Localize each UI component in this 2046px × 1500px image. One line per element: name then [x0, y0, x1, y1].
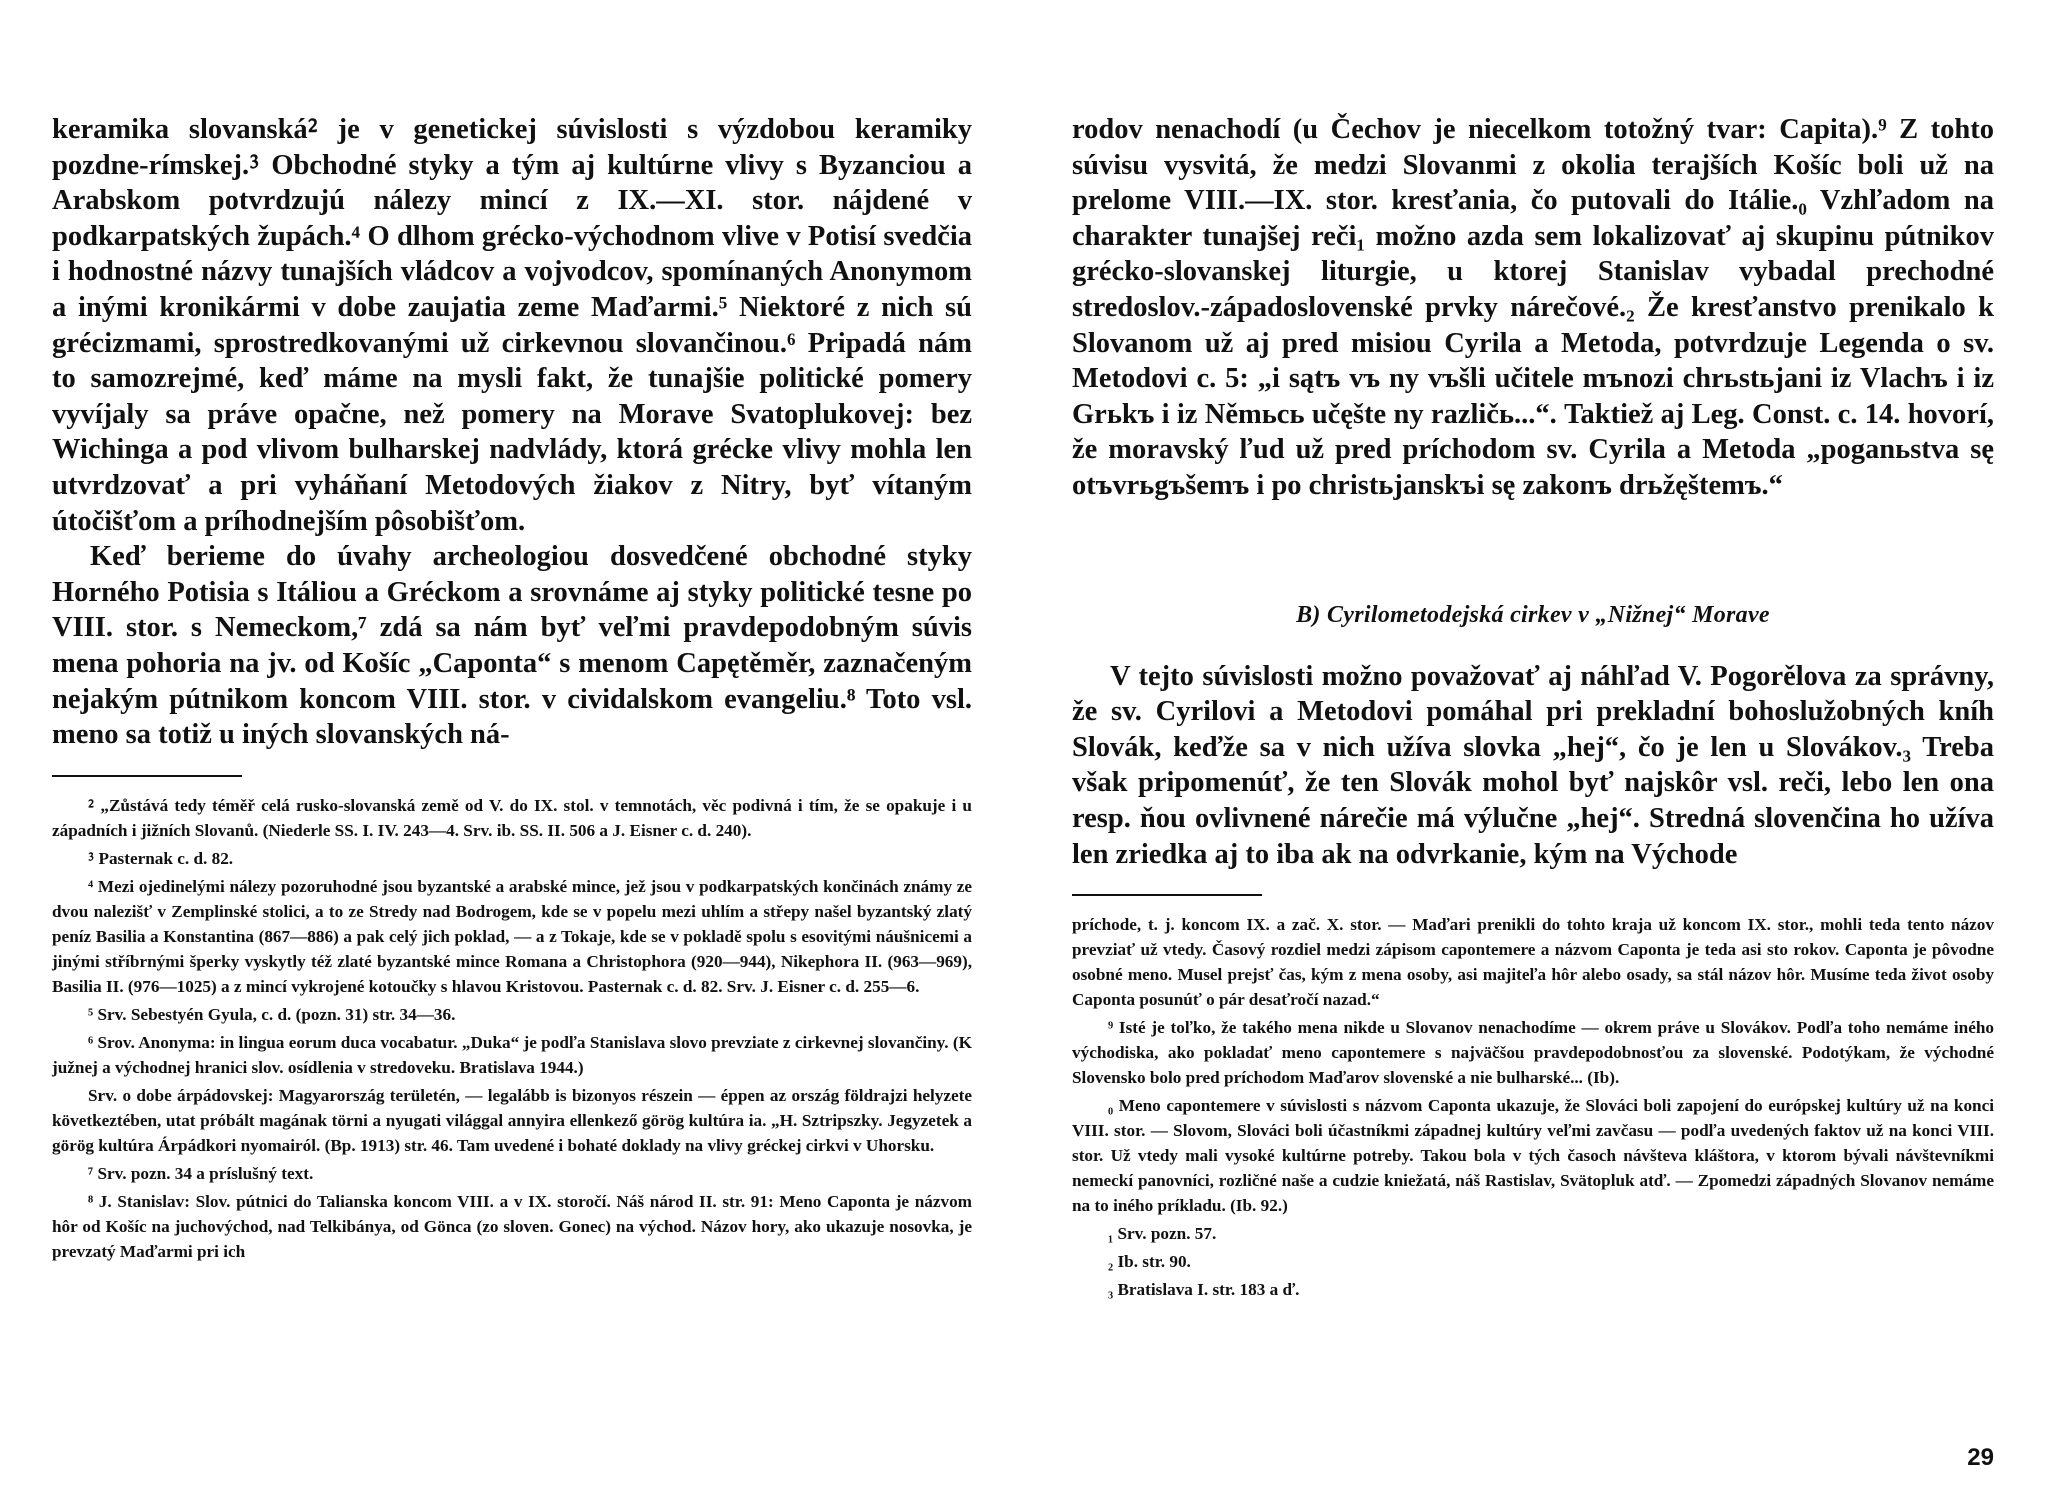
left-footnotes — [52, 793, 972, 1264]
right-section-paragraph-1: V tejto súvislosti možno považovať aj náhľad V. Pogorělova za správny, že sv. Cyrilovi a Metodovi pomáhal pri prekladní bohoslužobných kníh Slovák, keďže sa v nich užíva slovka „hej“, čo je len u Slovákov.₃ Treba však pripomenúť, že ten Slovák mohol byť najskôr vsl. reči, lebo len ona resp. ňou ovlivnené nárečie má výlučne „hej“. Stredná slovenčina ho užíva len zriedka aj to iba ak na odvrkanie, kým na Východe — [1072, 660, 1994, 870]
footnote-78: ⁸ J. Stanislav: Slov. pútnici do Talianska koncom VIII. a v IX. storočí. Náš národ II. str. 91: Meno Caponta je názvom hôr od Košíc na juchovýchod, nad Telkibánya, od Gönca (zo sloven. Gonec) na východ. Názov hory, ako ukazuje nosovka, je prevzatý Maďarmi pri ich — [52, 1191, 972, 1261]
section-heading: B) Cyrilometodejská cirkev v „Nižnej“ Morave — [1296, 601, 1770, 628]
right-footnote-rule — [1072, 894, 1262, 896]
right-paragraph-1: rodov nenachodí (u Čechov je niecelkom totožný tvar: Capita).⁹ Z tohto súvisu vysvitá, že medzi Slovanmi z okolia terajších Košíc boli už na prelome VIII.—IX. stor. kresťania, čo putovali do Itálie.₀ Vzhľadom na charakter tunajšej reči₁ možno azda sem lokalizovať aj skupinu pútnikov grécko-slovanskej liturgie, u ktorej Stanislav vybadal prechodné stredoslov.-západoslovenské prvky nárečové.₂ Že kresťanstvo prenikalo k Slovanom už aj pred misiou Cyrila a Metoda, potvrdzuje Legenda o sv. Metodovi c. 5: „i sątъ vъ ny vъšli učitele mъnozi chrьstьjani iz Vlachъ i iz Grьkъ i iz Němьcь učęšte ny različь...“. Taktiež aj Leg. Const. c. 14. hovorí, že moravský ľud už pred príchodom sv. Cyrila a Metoda „poganьstva sę otъvrьgъšemъ i po christьjanskъi sę zakonъ drьžęštemъ.“ — [1072, 114, 1994, 501]
footnote-83: ₃ Bratislava I. str. 183 a ď. — [1108, 1280, 1300, 1300]
footnote-81: ₁ Srv. pozn. 57. — [1108, 1224, 1217, 1244]
left-page — [52, 112, 972, 1267]
footnote-73: ⁳ Pasternak c. d. 82. — [88, 848, 234, 868]
footnote-76: ⁶ Srov. Anonyma: in lingua eorum duca vocabatur. „Duka“ je podľa Stanislava slovo prevziate z cirkevnej slovančiny. (K južnej a východnej hranici slov. osídlenia v stredoveku. Bratislava 1944.) — [52, 1032, 972, 1077]
footnote-77: ⁷ Srv. pozn. 34 a príslušný text. — [88, 1163, 314, 1183]
footnote-82: ₂ Ib. str. 90. — [1108, 1252, 1191, 1272]
right-section-body — [1072, 659, 1994, 873]
footnote-78-continued: príchode, t. j. koncom IX. a zač. X. stor. — Maďari prenikli do tohto kraja už koncom IX. stor., mohli teda tento názov prevziať už vtedy. Časový rozdiel medzi zápisom capontemere a názvom Caponta je teda asi sto rokov. Caponta je pôvodne osobné meno. Musel prejsť čas, kým z mena osoby, asi majiteľa hôr alebo osady, sa stál názov hôr. Musíme teda život osoby Caponta posunúť o pár desaťročí nazad.“ — [1072, 915, 1994, 1010]
footnote-74: ⁴ Mezi ojedinelými nálezy pozoruhodné jsou byzantské a arabské mince, jež jsou v podkarpatských končinách známy ze dvou nalezišť v Zemplinské stolici, a to ze Stredy nad Bodrogem, kde se v popelu mezi uhlím a střepy našel byzantský zlatý peníz Basilia a Konstantina (867—886) a pak celý jich poklad, — a z Tokaje, kde se v pokladě spolu s esovitými náušnicemi a jinými stříbrnými šperky vyskytly též zlaté byzantské mince Romana a Christophora (920—944), Nikephora II. (963—969), Basilia II. (976—1025) a z mincí vykrojené kotoučky s hlavou Kristovou. Pasternak c. d. 82. Srv. J. Eisner c. d. 255—6. — [52, 876, 972, 996]
footnote-80: ₀ Meno capontemere v súvislosti s názvom Caponta ukazuje, že Slováci boli zapojení do európskej kultúry už na konci VIII. stor. — Slovom, Slováci boli účastníkmi západnej kultúry veľmi zavčasu — podľa uvedených faktov už na konci VIII. stor. Už vtedy mali vysoké kultúrne potreby. Takou bola v tých časoch návšteva kláštora, v ktorom bývali návštevníkmi nemeckí panovníci, rozličné naše a cudzie kniežatá, náš Rastislav, Svätopluk atď. — Zpomedzi západných Slovanov nemáme na to iného príkladu. (Ib. 92.) — [1072, 1096, 1994, 1216]
footnote-76-continued: Srv. o dobe árpádovskej: Magyarország területén, — legalább is bizonyos részein — éppen az ország földrajzi helyzete következtében, utat próbált magának törni a nyugati világgal annyira ellenkező görög kultúra ia. „H. Sztripszky. Jegyzetek a görög kultúra Árpádkori nyomairól. (Bp. 1913) str. 46. Tam uvedené i bohaté doklady na vlivy gréckej cirkvi v Uhorsku. — [52, 1085, 972, 1155]
footnote-75: ⁵ Srv. Sebestyén Gyula, c. d. (pozn. 31) str. 34—36. — [88, 1004, 456, 1024]
left-footnote-rule — [52, 775, 242, 777]
right-page — [1072, 112, 1994, 1305]
right-body — [1072, 112, 1994, 504]
left-paragraph-2: Keď berieme do úvahy archeologiou dosvedčené obchodné styky Horného Potisia s Itáliou a Gréckom a srovnáme aj styky politické tesne po VIII. stor. s Nemeckom,⁷ zdá sa nám byť veľmi pravdepodobným súvis mena pohoria na jv. od Košíc „Caponta“ s menom Capętěměr, zaznačeným nejakým pútnikom koncom VIII. stor. v cividalskom evangeliu.⁸ Toto vsl. meno sa totiž u iných slovanských ná- — [52, 541, 972, 751]
footnote-72: ⁲ „Zůstává tedy téměř celá rusko-slovanská země od V. do IX. stol. v temnotách, věc podivná i tím, že se opakuje i u západních i jižních Slovanů. (Niederle SS. I. IV. 243—4. Srv. ib. SS. II. 506 a J. Eisner c. d. 240). — [52, 795, 972, 840]
right-footnotes — [1072, 912, 1994, 1302]
left-paragraph-1: keramika slovanská⁲ je v genetickej súvislosti s výzdobou keramiky pozdne-rímskej.⁳ Obchodné styky a tým aj kultúrne vlivy s Byzanciou a Arabskom potvrdzujú nálezy mincí z IX.—XI. stor. nájdené v podkarpatských župách.⁴ O dlhom grécko-východnom vlive v Potisí svedčia i hodnostné názvy tunajších vládcov a vojvodcov, spomínaných Anonymom a inými kronikármi v dobe zaujatia zeme Maďarmi.⁵ Niektoré z nich sú grécizmami, sprostredkovanými už cirkevnou slovančinou.⁶ Pripadá nám to samozrejmé, keď máme na mysli fakt, že tunajšie politické pomery vyvíjaly sa práve opačne, než pomery na Morave Svatoplukovej: bez Wichinga a pod vlivom bulharskej nadvlády, ktorá grécke vlivy mohla len utvrdzovať a pri vyháňaní Metodových žiakov z Nitry, byť vítaným útočišťom a príhodnejším pôsobišťom. — [52, 114, 972, 537]
footnote-79: ⁹ Isté je toľko, že takého mena nikde u Slovanov nenachodíme — okrem práve u Slovákov. Podľa toho nemáme iného východiska, ako pokladať meno capontemere s najväčšou pravdepodobnosťou za slovenské. Podotýkam, že východné Slovensko bolo pred príchodom Maďarov slovenské a nie bulharské... (Ib). — [1072, 1018, 1994, 1088]
left-body — [52, 112, 972, 753]
page-number: 29 — [1967, 1444, 1994, 1471]
